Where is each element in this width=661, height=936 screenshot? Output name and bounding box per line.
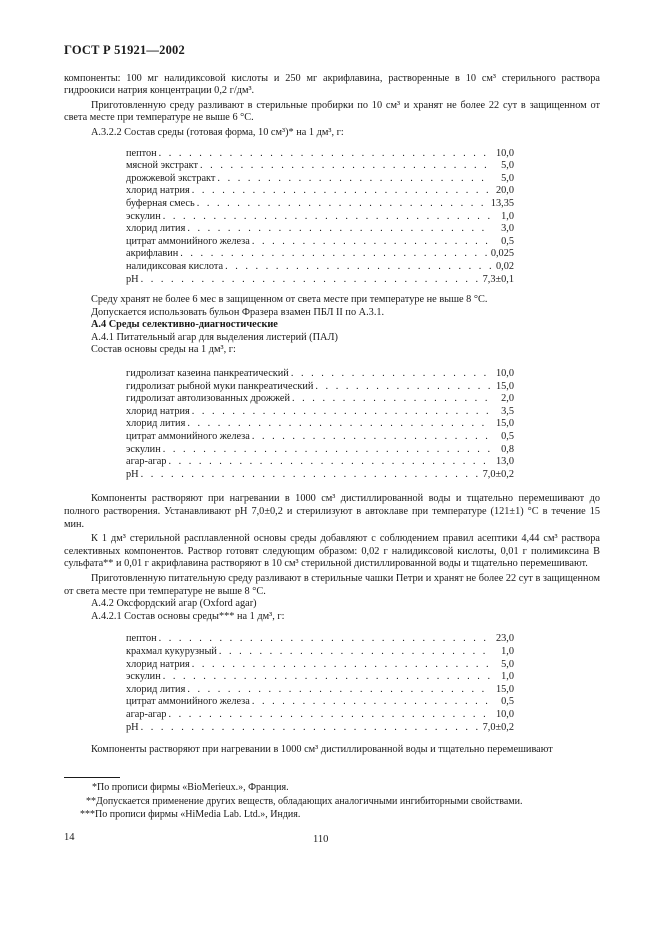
composition-row [126,696,514,709]
paragraph: Компоненты растворяют при нагревании в 1000 см³ дистиллированной воды и тщательно перемешивают [91,744,553,756]
component-value: 0,5 [501,431,514,443]
paragraph: Компоненты растворяют при нагревании в 1000 см³ дистиллированной воды и тщательно перемешивают до полного растворения. Устанавливают pH 7,0±0,2 и стерилизуют в автоклаве при температуре (121±1) °С в течение 15 мин. [64,493,600,530]
composition-row [126,684,514,697]
dot-leader [166,709,492,722]
dot-leader [161,671,492,684]
component-value: 10,0 [495,147,514,159]
component-name: хлорид натрия [126,658,190,670]
component-name: эскулин [126,443,161,455]
dot-leader [290,393,492,406]
component-name: пептон [126,147,157,159]
page-number-center: 110 [313,834,329,845]
component-value: 10,0 [495,708,514,720]
composition-row [126,160,514,173]
component-value: 15,0 [495,380,514,392]
paragraph: К 1 дм³ стерильной расплавленной основы среды добавляют с соблюдением правил асептики 4,44 см³ раствора селективных компонентов. Раствор готовят следующим образом: 0,02 г налидиксовой кислоты, 0,01 г полимиксина В сульфата** и 0,01 г акрифлавина растворяют в 10 см³ стерильной дистиллированной воды и тщательно перемешивают. [64,533,600,570]
component-value: 0,5 [501,696,514,708]
component-name: агар-агар [126,708,167,720]
dot-leader [250,696,492,709]
composition-row [126,444,514,457]
dot-leader [139,722,483,735]
paragraph: Среду хранят не более 6 мес в защищенном от света месте при температуре не выше 8 °С. [91,294,488,306]
component-value: 10,0 [495,368,514,380]
component-value: 0,02 [495,260,514,272]
component-name: буферная смесь [126,197,195,209]
composition-row [126,223,514,236]
composition-row [126,368,514,381]
composition-row [126,381,514,394]
component-name: цитрат аммонийного железа [126,696,250,708]
dot-leader [166,456,492,469]
component-value: 7,0±0,2 [482,721,514,733]
dot-leader [185,684,492,697]
component-name: хлорид лития [126,418,186,430]
composition-row [126,646,514,659]
footnotes [64,777,600,823]
component-name: налидиксовая кислота [126,260,224,272]
composition-list-3 [126,633,514,734]
composition-row [126,469,514,482]
component-value: 5,0 [501,172,514,184]
paragraph: компоненты: 100 мг налидиксовой кислоты и 250 мг акрифлавина, растворенные в 10 см³ стерильного раствора гидроокиси натрия концентрации 0,2 г/дм³. [64,72,600,97]
dot-leader [195,198,491,211]
component-value: 3,0 [501,223,514,235]
component-value: 1,0 [501,671,514,683]
component-value: 1,0 [501,645,514,657]
composition-row [126,236,514,249]
component-name: pH [126,273,139,285]
composition-row [126,261,514,274]
component-name: гидролизат казеина панкреатический [126,368,289,380]
composition-row [126,148,514,161]
dot-leader [313,381,492,394]
component-name: эскулин [126,210,161,222]
dot-leader [223,261,492,274]
dot-leader [185,223,492,236]
component-value: 0,5 [501,235,514,247]
component-name: pH [126,721,139,733]
dot-leader [190,185,492,198]
composition-list-2 [126,368,514,481]
component-name: хлорид натрия [126,185,190,197]
document-page [64,44,600,757]
composition-row [126,248,514,261]
component-value: 7,0±0,2 [482,468,514,480]
component-name: мясной экстракт [126,160,199,172]
component-value: 7,3±0,1 [482,273,514,285]
component-name: акрифлавин [126,248,179,260]
component-name: pH [126,468,139,480]
component-name: гидролизат автолизованных дрожжей [126,393,290,405]
component-value: 1,0 [501,210,514,222]
dot-leader [250,431,492,444]
dot-leader [157,148,492,161]
page-number-left: 14 [64,832,75,843]
composition-row [126,633,514,646]
component-name: хлорид лития [126,223,186,235]
component-name: дрожжевой экстракт [126,172,216,184]
footnote: **Допускается применение других веществ, обладающих аналогичными ингибиторными свойствами. [86,795,523,807]
footnote-divider [64,777,120,778]
dot-leader [139,274,483,287]
paragraph: А.4.1 Питательный агар для выделения листерий (ПАЛ) [91,331,338,343]
composition-row [126,418,514,431]
composition-row [126,456,514,469]
component-name: агар-агар [126,456,167,468]
component-name: хлорид натрия [126,405,190,417]
component-value: 5,0 [501,160,514,172]
dot-leader [161,211,492,224]
composition-row [126,709,514,722]
composition-row [126,393,514,406]
component-value: 20,0 [495,185,514,197]
component-name: цитрат аммонийного железа [126,431,250,443]
composition-row [126,722,514,735]
composition-row [126,211,514,224]
paragraph: Приготовленную среду разливают в стерильные пробирки по 10 см³ и хранят не более 22 сут в защищенном от света месте при температуре не выше 6 °С. [64,99,600,124]
composition-row [126,659,514,672]
composition-row [126,431,514,444]
component-value: 15,0 [495,418,514,430]
component-value: 15,0 [495,683,514,695]
dot-leader [161,444,492,457]
dot-leader [190,659,492,672]
composition-row [126,198,514,211]
document-header: ГОСТ Р 51921—2002 [64,43,185,57]
dot-leader [250,236,492,249]
dot-leader [217,646,492,659]
composition-list-1 [126,148,514,287]
dot-leader [178,248,491,261]
component-name: крахмал кукурузный [126,645,217,657]
paragraph: А.4.2.1 Состав основы среды*** на 1 дм³, г: [91,610,285,622]
composition-row [126,406,514,419]
dot-leader [198,160,492,173]
component-value: 13,0 [495,456,514,468]
footnote: *По прописи фирмы «BioMerieux.», Франция. [92,782,289,793]
composition-row [126,185,514,198]
component-value: 5,0 [501,658,514,670]
dot-leader [139,469,483,482]
component-name: пептон [126,633,157,645]
section-heading: А.4 Среды селективно-диагностические [91,319,278,331]
paragraph: Приготовленную питательную среду разливают в стерильные чашки Петри и хранят не более 22 сут в защищенном от света месте при температуре не выше 8 °С. [64,572,600,597]
paragraph: Состав основы среды на 1 дм³, г: [91,344,236,356]
paragraph: А.3.2.2 Состав среды (готовая форма, 10 см³)* на 1 дм³, г: [91,126,344,138]
component-value: 13,35 [490,197,514,209]
component-name: гидролизат рыбной муки панкреатический [126,380,314,392]
dot-leader [157,633,492,646]
component-value: 2,0 [501,393,514,405]
dot-leader [215,173,492,186]
paragraph: А.4.2 Оксфордский агар (Oxford agar) [91,598,257,610]
paragraph: Допускается использовать бульон Фразера взамен ПБЛ II по А.3.1. [91,306,385,318]
composition-row [126,173,514,186]
composition-row [126,274,514,287]
component-value: 3,5 [501,405,514,417]
dot-leader [185,418,492,431]
component-name: эскулин [126,671,161,683]
component-name: хлорид лития [126,683,186,695]
dot-leader [190,406,492,419]
component-value: 23,0 [495,633,514,645]
component-value: 0,8 [501,443,514,455]
component-value: 0,025 [490,248,514,260]
dot-leader [289,368,492,381]
footnote: ***По прописи фирмы «HiMedia Lab. Ltd.», Индия. [80,809,301,821]
composition-row [126,671,514,684]
component-name: цитрат аммонийного железа [126,235,250,247]
